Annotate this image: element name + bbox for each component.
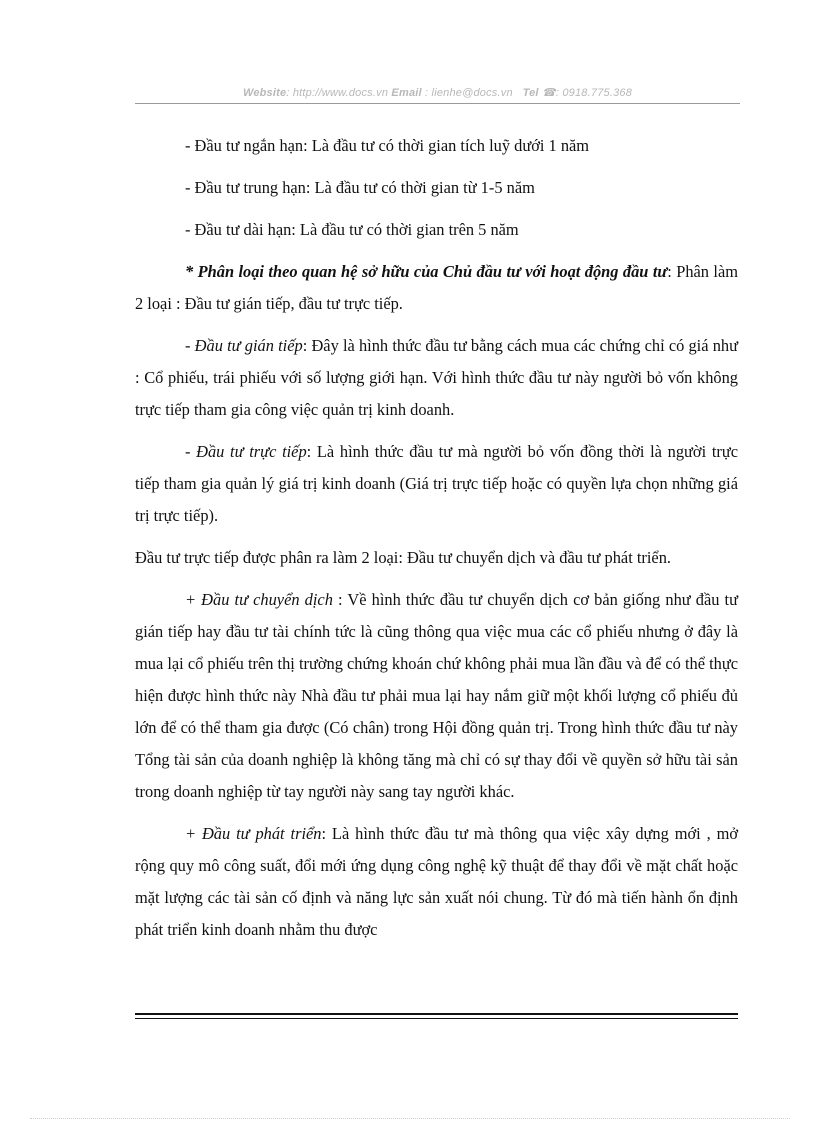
page-edge: [30, 1118, 790, 1119]
term-short: - Đầu tư ngắn hạn: Là đầu tư có thời gian tích luỹ dưới 1 năm: [185, 136, 590, 155]
tel-label: Tel: [522, 87, 539, 99]
indirect-paragraph: [135, 330, 738, 426]
classify-text: : Phân làm 2 loại : Đầu tư gián tiếp, đầu tư trực tiếp.: [135, 262, 738, 313]
direct-text: : Là hình thức đầu tư mà người bỏ vốn đồng thời là người trực tiếp tham gia quản lý giá trị kinh doanh (Giá trị trực tiếp hoặc có quyền lựa chọn những giá trị trực tiếp).: [135, 442, 738, 525]
develop-term: + Đầu tư phát triển: [185, 824, 322, 843]
website-label: Website: [242, 87, 287, 99]
header-divider: [135, 103, 740, 104]
direct-paragraph: [135, 436, 738, 532]
tel-value: : 0918.775.368: [555, 87, 633, 99]
classify-heading: * Phân loại theo quan hệ sở hữu của Chủ đầu tư với hoạt động đầu tư: [185, 262, 668, 281]
website-value: : http://www.docs.vn: [286, 87, 389, 99]
develop-text: : Là hình thức đầu tư mà thông qua việc xây dựng mới , mở rộng quy mô công suất, đổi mới ứng dụng công nghệ kỹ thuật để thay đổi về mặt chất hoặc mặt lượng các tài sản cố định và năng lực sản xuất nói chung. Từ đó mà tiến hành ổn định phát triển kinh doanh nhằm thu được: [135, 824, 738, 939]
footer-divider-thin: [135, 1018, 738, 1019]
develop-paragraph: [135, 818, 738, 946]
direct-split-paragraph: Đầu tư trực tiếp được phân ra làm 2 loại: Đầu tư chuyển dịch và đầu tư phát triển.: [135, 548, 671, 567]
document-body: [135, 130, 738, 956]
indirect-term: - Đầu tư gián tiếp: [185, 336, 303, 355]
classify-paragraph: [135, 256, 738, 320]
transfer-paragraph: [135, 584, 738, 808]
indirect-text: : Đây là hình thức đầu tư bằng cách mua các chứng chỉ có giá như : Cổ phiếu, trái phiếu với số lượng giới hạn. Với hình thức đầu tư này người bỏ vốn không trực tiếp tham gia công việc quản trị kinh doanh.: [135, 336, 738, 419]
email-label: Email: [391, 87, 422, 99]
term-medium: - Đầu tư trung hạn: Là đầu tư có thời gian từ 1-5 năm: [185, 178, 535, 197]
term-long: - Đầu tư dài hạn: Là đầu tư có thời gian trên 5 năm: [185, 220, 519, 239]
transfer-text: : Về hình thức đầu tư chuyển dịch cơ bản giống như đầu tư gián tiếp hay đầu tư tài chính tức là cũng thông qua việc mua các cổ phiếu nhưng ở đây là mua lại cổ phiếu trên thị trường chứng khoán chứ không phải mua lần đầu và để có thể thực hiện được hình thức này Nhà đầu tư phải mua lại hay nắm giữ một khối lượng cổ phiếu đủ lớn để có thể tham gia được (Có chân) trong Hội đồng quản trị. Trong hình thức đầu tư này Tổng tài sản của doanh nghiệp là không tăng mà chỉ có sự thay đổi về quyền sở hữu tài sản trong doanh nghiệp từ tay người này sang tay người khác.: [135, 590, 738, 801]
page-header: [135, 86, 740, 99]
transfer-term: + Đầu tư chuyển dịch: [185, 590, 333, 609]
footer-divider-thick: [135, 1013, 738, 1015]
direct-term: - Đầu tư trực tiếp: [185, 442, 307, 461]
phone-icon: ☎: [541, 87, 556, 99]
email-value: : lienhe@docs.vn: [421, 87, 513, 99]
